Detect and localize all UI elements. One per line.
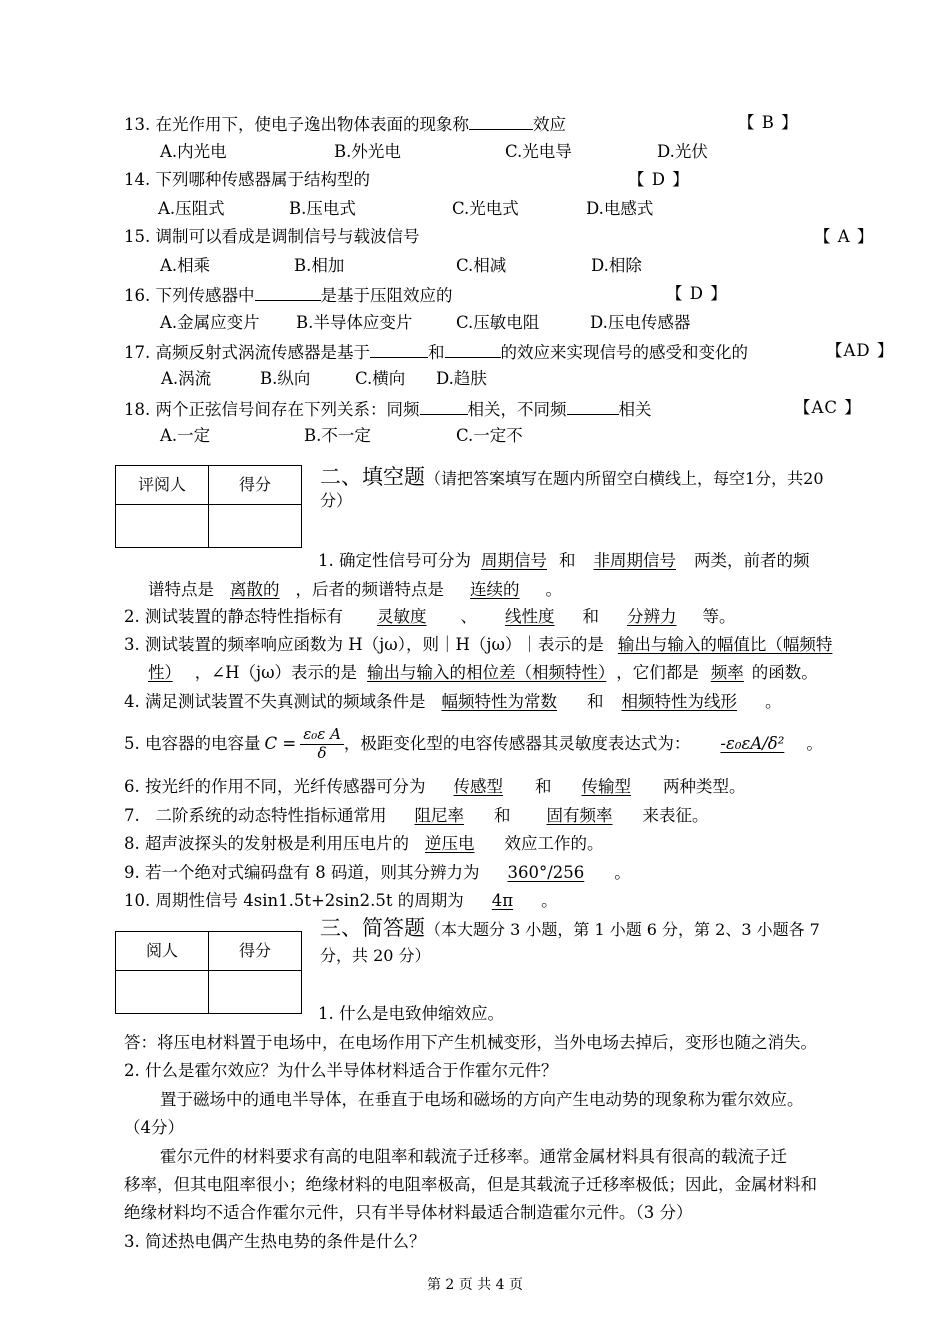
short-answer-2-para-1: 置于磁场中的通电半导体，在垂直于电场和磁场的方向产生电动势的现象称为霍尔效应。 [160, 1090, 804, 1109]
question-text: 16. 下列传感器中 [124, 286, 255, 305]
short-answer-2-para-2-cont: 移率，但其电阻率很小；绝缘材料的电阻率极高，但是其载流子迁移率极低；因此，金属材料和 [124, 1175, 817, 1194]
text: 。 [541, 891, 558, 910]
option-d: D.电感式 [586, 199, 654, 218]
blank [370, 341, 428, 358]
text: 8. 超声波探头的发射极是利用压电片的 [124, 834, 409, 853]
answer: 连续的 [470, 580, 520, 599]
option-a: A.内光电 [160, 142, 227, 161]
text: 2. 测试装置的静态特性指标有 [124, 607, 343, 626]
fill-question-8 [124, 834, 604, 854]
fill-question-7 [124, 806, 708, 826]
text: 7. 二阶系统的动态特性指标通常用 [124, 806, 387, 825]
text: 等。 [702, 607, 736, 626]
text: ，后者的频谱特点是 [295, 580, 444, 599]
section-title: 三、简答题 [320, 916, 425, 940]
answer: 分辨力 [627, 607, 677, 626]
blank [420, 398, 468, 415]
question-text: 效应 [533, 115, 566, 134]
option-c: C.一定不 [456, 426, 523, 445]
option-a: A.金属应变片 [160, 313, 260, 332]
answer: 输出与输入的幅值比（幅频特 [617, 635, 833, 654]
text: 5. 电容器的电容量 [124, 734, 261, 754]
answer: 幅频特性为常数 [441, 692, 557, 711]
option-a: A.相乘 [160, 256, 211, 275]
section-note-cont: 分，共 20 分） [320, 946, 431, 965]
text: 效应工作的。 [504, 834, 604, 853]
fill-question-2 [124, 607, 736, 627]
question-text: 的效应来实现信号的感受和变化的 [500, 343, 748, 362]
answer: 传感型 [453, 777, 503, 796]
option-a: A.涡流 [161, 369, 212, 388]
text: 和 [587, 692, 604, 711]
answer: 4π [491, 891, 514, 910]
answer-bracket: 【AD 】 [826, 341, 895, 360]
fill-question-9 [124, 863, 631, 883]
question-15: 15. 调制可以看成是调制信号与载波信号 [124, 227, 420, 246]
question-text: 17. 高频反射式涡流传感器是基于 [124, 343, 370, 362]
fill-question-10 [124, 891, 558, 911]
reviewer-cell [116, 505, 209, 548]
formula-lhs: C = [264, 734, 297, 754]
answer: 周期信号 [481, 551, 547, 570]
fill-question-3-cont [148, 663, 818, 683]
blank [255, 284, 321, 301]
text: 3. 测试装置的频率响应函数为 H（jω），则｜H（jω）｜表示的是 [124, 635, 604, 654]
text: 来表征。 [642, 806, 709, 825]
score-cell [209, 505, 302, 548]
text: 9. 若一个绝对式编码盘有 8 码道，则其分辨力为 [124, 863, 480, 882]
option-b: B.外光电 [334, 142, 401, 161]
reviewer-label: 评阅人 [116, 466, 209, 505]
text: 两类，前者的频 [694, 551, 810, 570]
capacitance-formula [300, 726, 344, 762]
text: 10. 周期性信号 4sin1.5t+2sin2.5t 的周期为 [124, 891, 464, 910]
fill-question-1-cont [148, 580, 562, 600]
answer: 非周期信号 [593, 551, 676, 570]
text: 两种类型。 [663, 777, 746, 796]
option-d: D.光伏 [657, 142, 708, 161]
option-a: A.压阻式 [158, 199, 225, 218]
question-text: 相关，不同频 [467, 400, 567, 419]
text: 、 [460, 607, 477, 626]
option-c: C.横向 [355, 369, 406, 388]
score-label: 得分 [209, 466, 302, 505]
question-14: 14. 下列哪种传感器属于结构型的 [124, 170, 370, 189]
text: ，它们都是 [616, 663, 699, 682]
answer: 阻尼率 [414, 806, 464, 825]
fill-question-1 [318, 551, 810, 571]
short-answer-2-para-2-end: 绝缘材料均不适合作霍尔元件，只有半导体材料最适合制造霍尔元件。（3 分） [124, 1203, 693, 1222]
score-label: 得分 [209, 932, 302, 971]
answer: 相频特性为线形 [621, 692, 737, 711]
option-c: C.压敏电阻 [456, 313, 540, 332]
text: ，极距变化型的电容传感器其灵敏度表达式为： [343, 734, 691, 754]
text: 。 [614, 863, 631, 882]
option-b: B.不一定 [304, 426, 371, 445]
answer: -ε₀εA/δ² [720, 734, 785, 754]
question-17 [124, 341, 748, 363]
option-c: C.相减 [456, 256, 507, 275]
option-d: D.压电传感器 [590, 313, 691, 332]
answer-bracket: 【AC 】 [794, 398, 862, 417]
option-c: C.光电导 [505, 142, 572, 161]
option-d: D.趋肤 [436, 369, 487, 388]
answer: 频率 [710, 663, 744, 682]
fill-question-6 [124, 777, 746, 797]
formula-numerator: ε₀ε A [300, 726, 344, 744]
text: 6. 按光纤的作用不同，光纤传感器可分为 [124, 777, 426, 796]
text: ，∠H（jω）表示的是 [194, 663, 358, 682]
text: 4. 满足测试装置不失真测试的频域条件是 [124, 692, 426, 711]
score-cell [209, 971, 302, 1014]
text: 。 [806, 734, 823, 754]
answer: 线性度 [505, 607, 555, 626]
answer-bracket: 【 A 】 [814, 227, 875, 246]
question-text: 和 [428, 343, 445, 362]
answer-bracket: 【 D 】 [628, 170, 690, 189]
score-table [115, 465, 302, 548]
text: 和 [493, 806, 511, 825]
short-answer-1: 答：将压电材料置于电场中，在电场作用下产生机械变形，当外电场去掉后，变形也随之消失。 [124, 1033, 817, 1052]
reviewer-label: 阅人 [116, 932, 209, 971]
option-b: B.纵向 [260, 369, 311, 388]
text: 和 [535, 777, 552, 796]
question-13 [124, 113, 566, 135]
option-b: B.半导体应变片 [296, 313, 413, 332]
answer: 性） [148, 663, 173, 682]
section-2-heading [320, 465, 824, 490]
short-question-2: 2. 什么是霍尔效应？为什么半导体材料适合于作霍尔元件？ [124, 1061, 558, 1080]
answer-bracket: 【 D 】 [666, 284, 728, 303]
section-note: （请把答案填写在题内所留空白横线上，每空1分，共20 [425, 469, 824, 488]
text: 1. 确定性信号可分为 [318, 551, 471, 570]
question-text: 18. 两个正弦信号间存在下列关系：同频 [124, 400, 420, 419]
option-c: C.光电式 [452, 199, 519, 218]
text: 。 [765, 692, 782, 711]
blank [567, 398, 619, 415]
short-question-1: 1. 什么是电致伸缩效应。 [318, 1004, 504, 1023]
answer: 固有频率 [546, 806, 613, 825]
question-text: 相关 [618, 400, 652, 419]
section-note: （本大题分 3 小题，第 1 小题 6 分，第 2、3 小题各 7 [425, 920, 820, 939]
question-18 [124, 398, 652, 420]
answer: 离散的 [230, 580, 280, 599]
answer: 输出与输入的相位差（相频特性） [367, 663, 607, 682]
text: 谱特点是 [148, 580, 214, 599]
blank [469, 113, 533, 130]
blank [445, 341, 501, 358]
question-text: 是基于压阻效应的 [320, 286, 453, 305]
section-note-cont: 分） [320, 491, 353, 510]
question-text: 13. 在光作用下，使电子逸出物体表面的现象称 [124, 115, 469, 134]
fill-question-3 [124, 635, 832, 655]
section-title: 二、填空题 [320, 465, 425, 489]
answer: 360°/256 [507, 863, 585, 882]
option-b: B.压电式 [289, 199, 356, 218]
reviewer-cell [116, 971, 209, 1014]
answer: 灵敏度 [377, 607, 427, 626]
fill-question-4 [124, 692, 782, 712]
section-3-heading [320, 916, 820, 941]
text: 。 [545, 580, 562, 599]
answer: 传输型 [581, 777, 631, 796]
option-b: B.相加 [294, 256, 345, 275]
question-16 [124, 284, 453, 306]
score-table [115, 931, 302, 1014]
text: 和 [559, 551, 576, 570]
short-answer-2-para-2: 霍尔元件的材料要求有高的电阻率和载流子迁移率。通常金属材料具有很高的载流子迁 [160, 1147, 787, 1166]
option-d: D.相除 [591, 256, 642, 275]
short-answer-2-score: （4分） [124, 1118, 184, 1137]
page-footer: 第 2 页 共 4 页 [426, 1277, 524, 1293]
text: 的函数。 [751, 663, 818, 682]
fill-question-5 [124, 720, 823, 768]
short-question-3: 3. 简述热电偶产生热电势的条件是什么？ [124, 1232, 426, 1251]
option-a: A.一定 [160, 426, 211, 445]
answer-bracket: 【 B 】 [738, 113, 799, 132]
answer: 逆压电 [425, 834, 475, 853]
formula-denominator: δ [317, 743, 327, 762]
text: 和 [582, 607, 599, 626]
